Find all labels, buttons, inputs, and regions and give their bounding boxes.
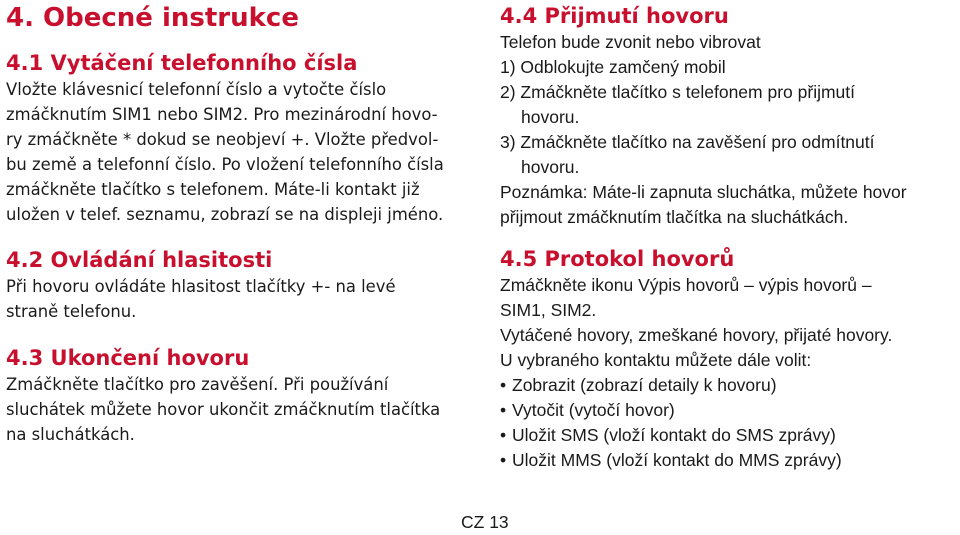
- section-4-1-line: zmáčkněte tlačítko s telefonem. Máte-li kontakt již: [6, 180, 420, 199]
- step-1: 1) Odblokujte zamčený mobil: [500, 57, 726, 77]
- step-2-continued: hovoru.: [521, 107, 580, 127]
- section-4-2-line: Při hovoru ovládáte hlasitost tlačítky +- na levé: [6, 277, 396, 296]
- list-item: [500, 373, 955, 398]
- left-column: [6, 0, 476, 447]
- section-4-5-title: 4.5 Protokol hovorů: [500, 247, 735, 271]
- section-4-1-body: [6, 77, 476, 227]
- list-item: [500, 448, 955, 473]
- section-4-1-line: Vložte klávesnicí telefonní číslo a vytočte číslo: [6, 80, 387, 99]
- right-column: [500, 0, 955, 473]
- section-4-2-title: 4.2 Ovládání hlasitosti: [6, 248, 273, 272]
- section-4-2-line: straně telefonu.: [6, 302, 137, 321]
- section-4-5-line: Vytáčené hovory, zmeškané hovory, přijaté hovory.: [500, 325, 893, 345]
- list-item-text: Vytočit (vytočí hovor): [512, 400, 675, 420]
- list-item: [500, 423, 955, 448]
- note-line: Poznámka: Máte-li zapnuta sluchátka, můžete hovor: [500, 182, 907, 202]
- note-line: přijmout zmáčknutím tlačítka na sluchátkách.: [500, 207, 849, 227]
- section-4-1-line: bu země a telefonní číslo. Po vložení telefonního čísla: [6, 155, 444, 174]
- step-3: 3) Zmáčkněte tlačítko na zavěšení pro odmítnutí: [500, 132, 875, 152]
- section-4-5-body: [500, 273, 955, 473]
- list-item-text: Zobrazit (zobrazí detaily k hovoru): [512, 375, 777, 395]
- bullet-icon: •: [500, 375, 507, 395]
- list-item: [500, 398, 955, 423]
- section-4-4-title: 4.4 Přijmutí hovoru: [500, 4, 729, 28]
- section-4-2-body: [6, 274, 476, 324]
- step-3-continued: hovoru.: [521, 157, 580, 177]
- section-4-5-line: SIM1, SIM2.: [500, 300, 597, 320]
- section-4-1-title: 4.1 Vytáčení telefonního čísla: [6, 51, 358, 75]
- section-4-3-body: [6, 372, 476, 447]
- section-4-3-title: 4.3 Ukončení hovoru: [6, 346, 250, 370]
- section-4-1-line: ry zmáčkněte * dokud se neobjeví +. Vložte předvol-: [6, 130, 439, 149]
- bullet-icon: •: [500, 450, 507, 470]
- section-4-5-line: Zmáčkněte ikonu Výpis hovorů – výpis hovorů –: [500, 275, 872, 295]
- options-list: [500, 373, 955, 473]
- section-4-1-line: uložen v telef. seznamu, zobrazí se na displeji jméno.: [6, 205, 444, 224]
- section-4-3-line: Zmáčkněte tlačítko pro zavěšení. Při používání: [6, 375, 389, 394]
- step-2: 2) Zmáčkněte tlačítko s telefonem pro přijmutí: [500, 82, 855, 102]
- list-item-text: Uložit MMS (vloží kontakt do MMS zprávy): [512, 450, 842, 470]
- bullet-icon: •: [500, 425, 507, 445]
- section-4-1-line: zmáčknutím SIM1 nebo SIM2. Pro mezinárodní hovo-: [6, 105, 438, 124]
- section-4-3-line: sluchátek můžete hovor ukončit zmáčknutím tlačítka: [6, 400, 441, 419]
- section-4-4-intro: Telefon bude zvonit nebo vibrovat: [500, 32, 761, 52]
- page-number: CZ 13: [461, 512, 509, 532]
- section-4-3-line: na sluchátkách.: [6, 425, 135, 444]
- section-4-4-body: [500, 30, 955, 230]
- section-4-5-line: U vybraného kontaktu můžete dále volit:: [500, 350, 812, 370]
- bullet-icon: •: [500, 400, 507, 420]
- list-item-text: Uložit SMS (vloží kontakt do SMS zprávy): [512, 425, 836, 445]
- main-title: 4. Obecné instrukce: [6, 3, 299, 33]
